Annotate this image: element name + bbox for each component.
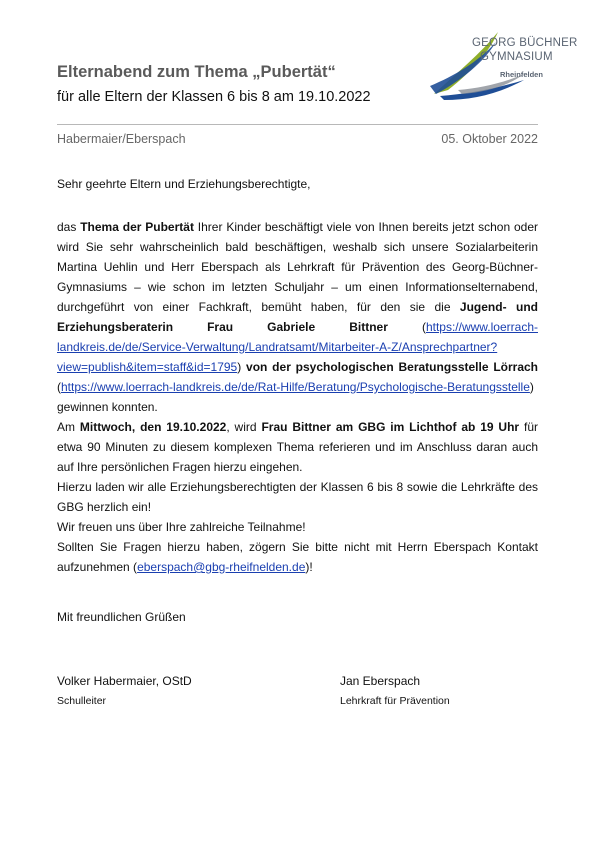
bold-event-location: Frau Bittner am GBG im Lichthof ab 19 Uhr [261, 420, 520, 434]
bold-topic: Thema der Pubertät [80, 220, 194, 234]
signature-name-left: Volker Habermaier, OStD [57, 674, 192, 688]
bold-counselor: Jugend- und Erziehungsberaterin Frau Gabriele Bittner [57, 300, 538, 334]
letter-subtitle: für alle Eltern der Klassen 6 bis 8 am 19.10.2022 [57, 89, 371, 105]
logo-text-line2: GYMNASIUM [480, 51, 553, 63]
paragraph-welcome: Wir freuen uns über Ihre zahlreiche Teilnahme! [57, 520, 306, 534]
signature-name-right: Jan Eberspach [340, 674, 421, 688]
paragraph-intro: das Thema der Pubertät Ihrer Kinder beschäftigt viele von Ihnen bereits jetzt schon oder wird Sie sehr wahrscheinlich bald beschäftigen, weshalb sich unsere Sozialarbeiterin Martina Uehlin und Herr Eberspach als Lehrkraft für Prävention des Georg-Büchner-Gymnasiums – wie schon im letzten Schuljahr – um einen Informationselternabend, durchgeführt von einer Fachkraft, bemüht haben, für den sie die Jugend- und Erziehungsberaterin Frau Gabriele Bittner (https://www.loerrach-landkreis.de/de/Service-Verwaltung/Landratsamt/Mitarbeiter-A-Z/Ansprechpartner?view=publish&item=staff&id=1795) von der psychologischen Beratungsstelle Lörrach (https://www.loerrach-landkreis.de/de/Rat-Hilfe/Beratung/Psychologische-Beratungsstelle) gewinnen konnten. [57, 220, 538, 414]
paragraph-event: Am Mittwoch, den 19.10.2022, wird Frau Bittner am GBG im Lichthof ab 19 Uhr für etwa 90 Minuten zu diesem komplexen Thema referieren und im Anschluss daran auch auf Ihre persönlichen Fragen hierzu eingehen. [57, 420, 538, 474]
header-divider [57, 124, 538, 125]
closing: Mit freundlichen Grüßen [57, 610, 186, 624]
signature-role-left: Schulleiter [57, 695, 107, 707]
authors: Habermaier/Eberspach [57, 132, 186, 146]
counseling-center-link[interactable]: https://www.loerrach-landkreis.de/de/Rat-Hilfe/Beratung/Psychologische-Beratungsstelle [61, 380, 530, 394]
letter-body [57, 174, 538, 577]
counselor-profile-link[interactable]: https://www.loerrach-landkreis.de/de/Service-Verwaltung/Landratsamt/Mitarbeiter-A-Z/Ansprechpartner?view=publish&item=staff&id=1795 [57, 320, 538, 374]
logo-text-line1: GEORG BÜCHNER [472, 37, 578, 49]
bold-counseling-center: von der psychologischen Beratungsstelle Lörrach [246, 360, 538, 374]
paragraph-invitation: Hierzu laden wir alle Erziehungsberechtigten der Klassen 6 bis 8 sowie die Lehrkräfte des GBG herzlich ein! [57, 480, 538, 514]
paragraph-contact: Sollten Sie Fragen hierzu haben, zögern Sie bitte nicht mit Herrn Eberspach Kontakt aufzunehmen (eberspach@gbg-rheifnelden.de)! [57, 540, 538, 574]
school-logo [428, 28, 578, 106]
greeting: Sehr geehrte Eltern und Erziehungsberechtigte, [57, 177, 311, 191]
signature-role-right: Lehrkraft für Prävention [340, 695, 450, 707]
contact-email-link[interactable]: eberspach@gbg-rheifnelden.de [137, 560, 306, 574]
letter-date: 05. Oktober 2022 [441, 132, 538, 146]
logo-text-line3: Rheinfelden [500, 70, 543, 79]
bold-event-date: Mittwoch, den 19.10.2022 [79, 420, 227, 434]
letter-title: Elternabend zum Thema „Pubertät“ [57, 63, 336, 81]
